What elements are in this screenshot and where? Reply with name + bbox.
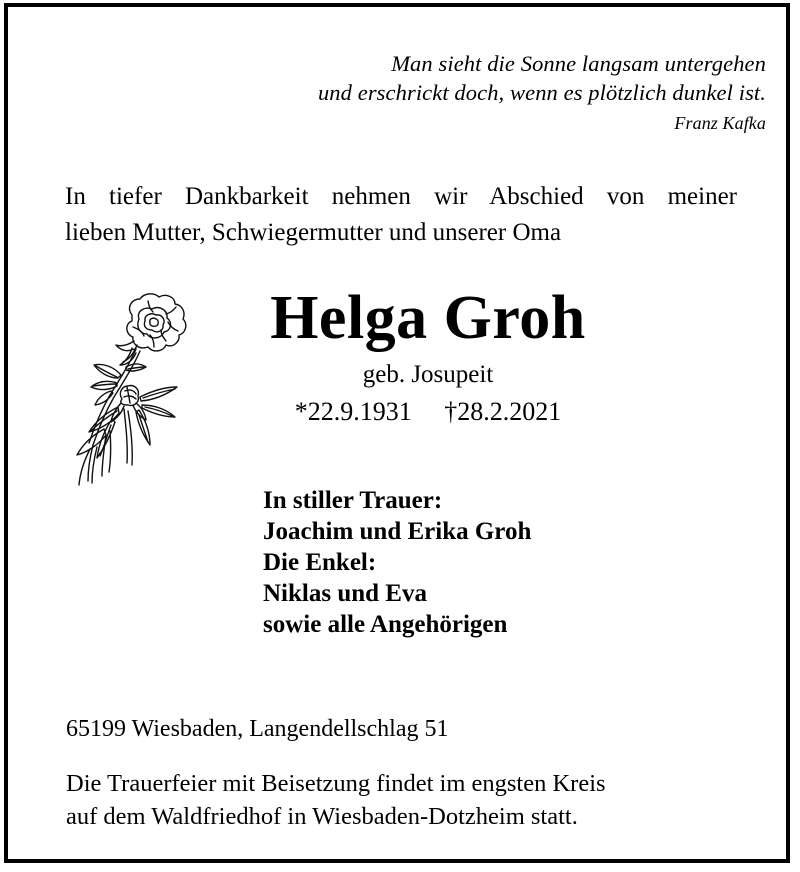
intro-line-2: lieben Mutter, Schwiegermutter und unserer Oma <box>65 219 562 246</box>
page-title: Helga Groh <box>270 284 586 352</box>
deceased-name-block <box>128 285 728 428</box>
ceremony-text <box>66 767 756 833</box>
quote-line-2: und erschrickt doch, wenn es plötzlich dunkel ist. <box>317 80 766 105</box>
life-dates: *22.9.1931 †28.2.2021 <box>294 397 562 426</box>
mourners-block <box>263 485 683 640</box>
notice-inner <box>8 7 786 859</box>
ceremony-line-1: Die Trauerfeier mit Beisetzung findet im engsten Kreis <box>66 770 606 797</box>
quote-author: Franz Kafka <box>674 113 766 133</box>
ceremony-line-2: auf dem Waldfriedhof in Wiesbaden-Dotzheim statt. <box>66 803 578 830</box>
epigraph-quote <box>58 49 766 135</box>
mourner-line-3: Niklas und Eva <box>263 580 427 607</box>
obituary-notice <box>4 3 790 863</box>
intro-text <box>65 179 737 251</box>
quote-line-1: Man sieht die Sonne langsam untergehen <box>391 51 766 76</box>
mourner-line-4: sowie alle Angehörigen <box>263 611 508 638</box>
maiden-name: geb. Josupeit <box>362 361 494 388</box>
mourner-line-1: Joachim und Erika Groh <box>263 518 532 545</box>
mourner-line-2: Die Enkel: <box>263 549 377 576</box>
mourners-heading: In stiller Trauer: <box>263 487 443 514</box>
address-line: 65199 Wiesbaden, Langendellschlag 51 <box>66 716 449 742</box>
intro-line-1: In tiefer Dankbarkeit nehmen wir Abschied von meiner <box>65 183 737 210</box>
